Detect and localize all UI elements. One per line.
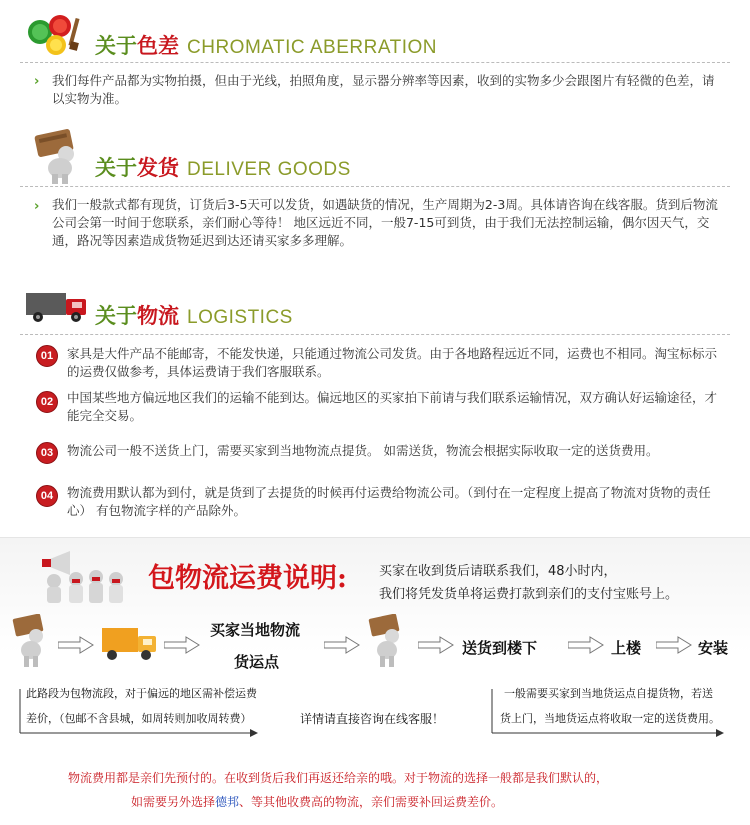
footer-line2-part1: 如需要另外选择 bbox=[131, 795, 216, 809]
step-pickup-point: 货运点 bbox=[234, 653, 280, 671]
title-cn-keyword: 发货 bbox=[137, 156, 179, 180]
chevron-right-icon: › bbox=[34, 199, 40, 214]
footer-line1: 物流费用都是亲们先预付的。在收到货后我们再返还给亲的哦。对于物流的选择一般都是我们默认的， bbox=[68, 771, 609, 785]
porter-icon bbox=[366, 614, 408, 668]
paint-cans-icon bbox=[26, 12, 88, 56]
chevron-right-icon: › bbox=[34, 74, 40, 89]
logistics-item-3: 物流公司一般不送货上门，需要买家到当地物流点提货。 如需送货，物流会根据实际收取一定的送货费用。 bbox=[67, 443, 659, 458]
carrier-name: 德邦 bbox=[215, 795, 240, 809]
flow-arrow-icon bbox=[164, 636, 200, 654]
step-install: 安装 bbox=[698, 639, 729, 657]
logistics-item-2: 中国某些地方偏远地区我们的运输不能到达。偏远地区的买家拍下前请与我们联系运输情况，双方确认好运输途径，才能完全交易。 bbox=[67, 390, 718, 423]
porter-carrying-box-icon bbox=[30, 128, 88, 184]
banner-title: 包物流运费说明: bbox=[148, 563, 347, 594]
truck-icon bbox=[24, 289, 90, 325]
divider bbox=[20, 334, 730, 335]
right-note-line2: 货上门，当地货运点将收取一定的送货费用。 bbox=[500, 712, 720, 725]
flow-arrow-icon bbox=[656, 636, 692, 654]
flow-arrow-icon bbox=[418, 636, 454, 654]
number-badge: 02 bbox=[36, 391, 58, 413]
title-cn-keyword: 色差 bbox=[137, 34, 179, 58]
title-en: LOGISTICS bbox=[187, 307, 293, 328]
section-title-chromatic bbox=[95, 30, 437, 64]
number-badge: 01 bbox=[36, 345, 58, 367]
flow-arrow-icon bbox=[568, 636, 604, 654]
title-cn-keyword: 物流 bbox=[137, 304, 179, 328]
section-title-deliver bbox=[95, 152, 351, 186]
megaphone-people-icon bbox=[30, 545, 140, 605]
chromatic-description: 我们每件产品都为实物拍摄，但由于光线，拍照角度，显示器分辨率等因素，收到的实物多少会跟图片有轻微的色差，请以实物为准。 bbox=[52, 73, 715, 106]
title-cn-prefix: 关于 bbox=[95, 34, 137, 58]
step-deliver-downstairs: 送货到楼下 bbox=[462, 639, 538, 657]
footer-line2-part2: 、等其他收费高的物流，亲们需要补回运费差价。 bbox=[239, 795, 504, 809]
banner-note-line2: 我们将凭发货单将运费打款到亲们的支付宝账号上。 bbox=[379, 587, 679, 602]
deliver-description: 我们一般款式都有现货，订货后3-5天可以发货，如遇缺货的情况，生产周期为2-3周。具体请咨询在线客服。货到后物流公司会第一时间于您联系，亲们耐心等待！ 地区远近不同，一般7-15可到货，由于我们无法控制运输，偶尔因天气，交通，路况等因素造成货物延迟到达还请买家多多理解。 bbox=[52, 197, 718, 248]
step-upstairs: 上楼 bbox=[611, 639, 642, 657]
flow-arrow-icon bbox=[324, 636, 360, 654]
number-badge: 04 bbox=[36, 485, 58, 507]
left-note-line1: 此路段为包物流段，对于偏远的地区需补偿运费 bbox=[26, 687, 257, 700]
logistics-item-4: 物流费用默认都为到付，就是货到了去提货的时候再付运费给物流公司。（到付在一定程度上提高了物流对货物的责任心） 有包物流字样的产品除外。 bbox=[67, 485, 711, 518]
porter-icon bbox=[10, 614, 52, 668]
title-en: CHROMATIC ABERRATION bbox=[187, 37, 437, 58]
footer-line2 bbox=[131, 793, 503, 810]
title-cn-prefix: 关于 bbox=[95, 304, 137, 328]
step-local-logistics: 买家当地物流 bbox=[210, 621, 301, 639]
left-note-line2: 差价，（包邮不含县城，如周转则加收周转费） bbox=[26, 712, 252, 725]
section-title-logistics bbox=[95, 300, 293, 334]
title-en: DELIVER GOODS bbox=[187, 159, 351, 180]
divider bbox=[20, 62, 730, 63]
logistics-item-1: 家具是大件产品不能邮寄，不能发快递，只能通过物流公司发货。由于各地路程远近不同，运费也不相同。淘宝标标示的运费仅做参考，具体运费请于我们客服联系。 bbox=[67, 346, 718, 379]
truck-icon bbox=[100, 624, 158, 664]
divider bbox=[20, 186, 730, 187]
banner-note-line1: 买家在收到货后请联系我们，48小时内， bbox=[379, 564, 617, 579]
title-cn-prefix: 关于 bbox=[95, 156, 137, 180]
middle-note: 详情请直接咨询在线客服！ bbox=[300, 712, 445, 726]
number-badge: 03 bbox=[36, 442, 58, 464]
flow-arrow-icon bbox=[58, 636, 94, 654]
right-note-line1: 一般需要买家到当地货运点自提货物，若送 bbox=[504, 687, 713, 700]
